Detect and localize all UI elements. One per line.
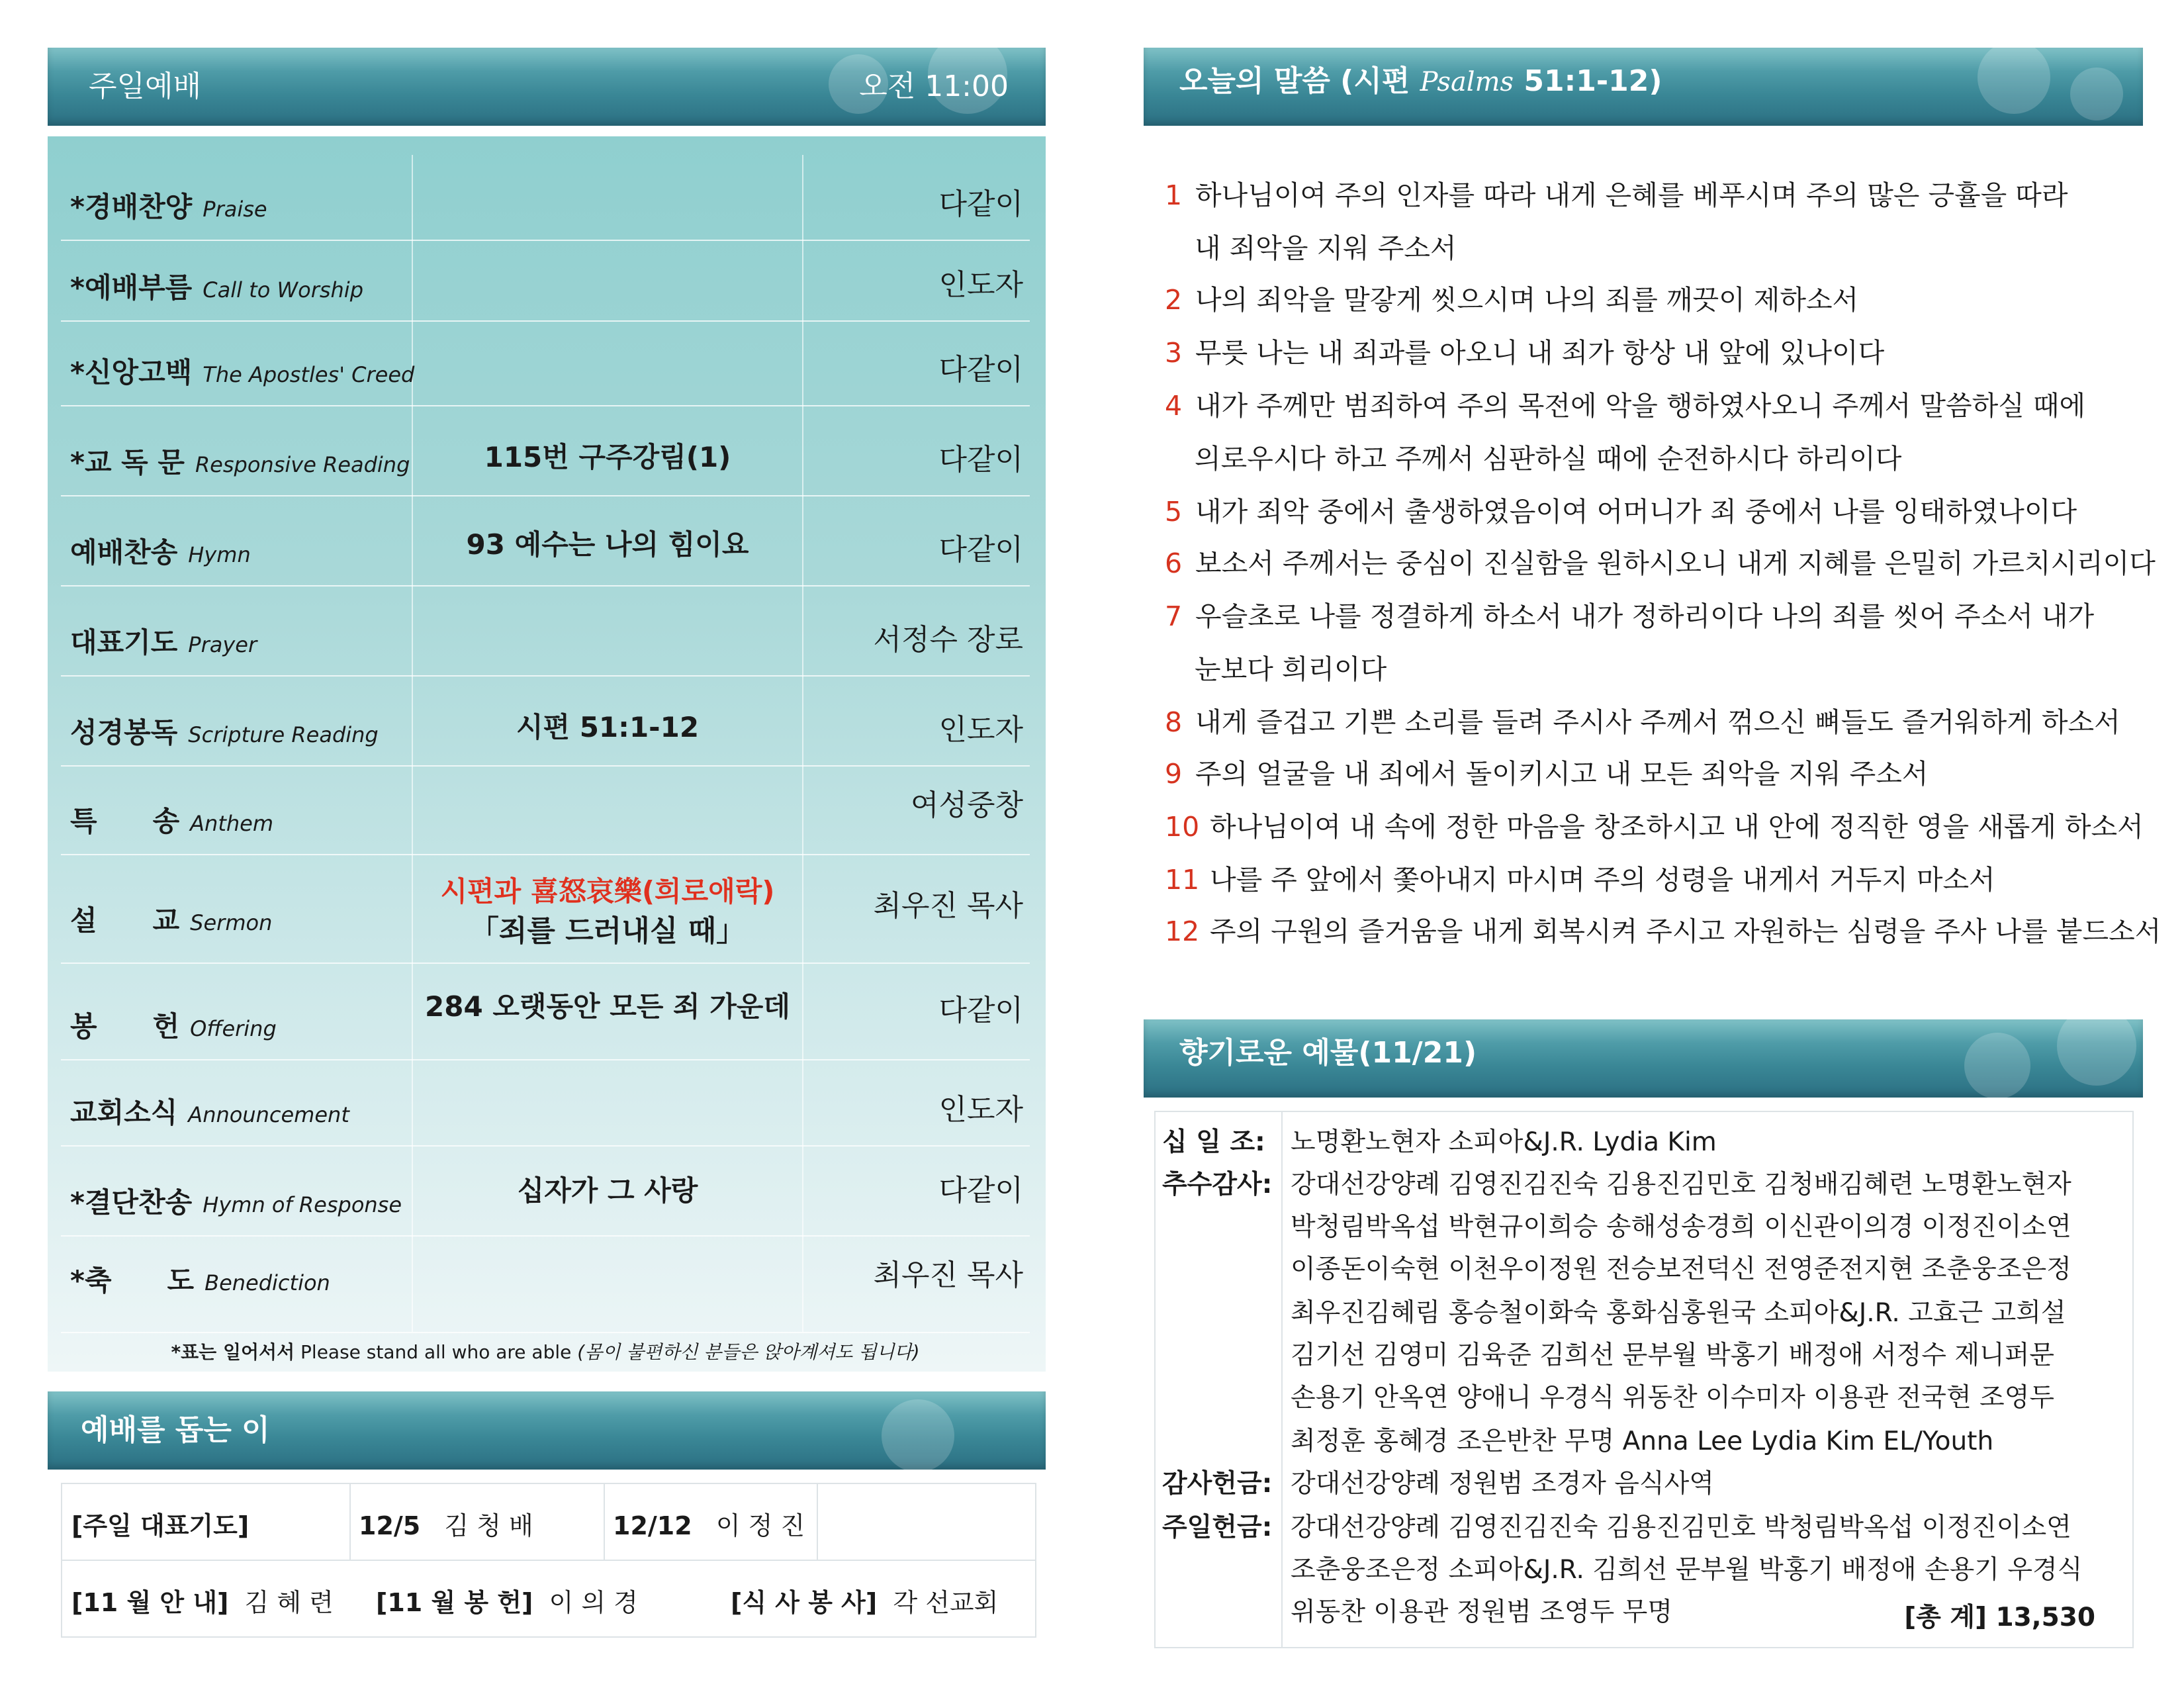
sermon-title: 「죄를 드러내실 때」 bbox=[469, 914, 746, 948]
sunday-offering-names: 위동찬 이용관 정원범 조영두 무명 bbox=[1291, 1597, 1673, 1627]
stand-footnote: *표는 일어서서 Please stand all who are able (몸이 불편하신 분들은 앉아계셔도 됩니다) bbox=[61, 1332, 1030, 1372]
thanksgiving-names: 최정훈 홍혜경 조은반찬 무명 Anna Lee Lydia Kim EL/Youth bbox=[1291, 1427, 1994, 1456]
offering-total: [총 계] 13,530 bbox=[1904, 1603, 2095, 1632]
worship-row: *예배부름 Call to Worship 인도자 bbox=[61, 240, 1030, 322]
worship-row: *축 도 Benediction 최우진 목사 bbox=[61, 1235, 1030, 1332]
helpers-title: 예배를 돕는 이 bbox=[81, 1413, 270, 1447]
verse-1: 1 하나님이여 주의 인자를 따라 내게 은혜를 베푸시며 주의 많은 긍휼을 따라 bbox=[1165, 179, 2068, 211]
worship-row: *교 독 문 Responsive Reading 115번 구주강림(1) 다같이 bbox=[61, 405, 1030, 496]
offering-banner bbox=[1144, 1019, 2143, 1098]
gratitude-names: 강대선강양례 정원범 조경자 음식사역 bbox=[1291, 1469, 1714, 1499]
tithe-label: 십 일 조: bbox=[1162, 1127, 1265, 1157]
verse-7-cont: 눈보다 희리이다 bbox=[1195, 653, 1387, 685]
worship-row: 교회소식 Announcement 인도자 bbox=[61, 1059, 1030, 1147]
thanksgiving-names: 박청림박옥섭 박현규이희승 송해성송경희 이신관이의경 이정진이소연 bbox=[1291, 1212, 2071, 1242]
verse-10: 10 하나님이여 내 속에 정한 마음을 창조하시고 내 안에 정직한 영을 새롭게 하소서 bbox=[1165, 811, 2144, 843]
worship-row: 성경봉독 Scripture Reading 시편 51:1-12 인도자 bbox=[61, 675, 1030, 767]
tithe-names: 노명환노현자 소피아&J.R. Lydia Kim bbox=[1291, 1127, 1717, 1157]
verse-4-cont: 의로우시다 하고 주께서 심판하실 때에 순전하시다 하리이다 bbox=[1195, 443, 1902, 475]
verse-12: 12 주의 구원의 즐거움을 내게 회복시켜 주시고 자원하는 심령을 주사 나를 붙드소서 bbox=[1165, 915, 2161, 947]
verse-3: 3 무릇 나는 내 죄과를 아오니 내 죄가 항상 내 앞에 있나이다 bbox=[1165, 337, 1885, 369]
thanksgiving-names: 손용기 안옥연 양애니 우경식 위동찬 이수미자 이용관 전국현 조영두 bbox=[1291, 1383, 2055, 1413]
worship-row: 대표기도 Prayer 서정수 장로 bbox=[61, 585, 1030, 677]
scripture-banner bbox=[1144, 48, 2143, 126]
thanksgiving-label: 추수감사: bbox=[1162, 1170, 1273, 1199]
verse-6: 6 보소서 주께서는 중심이 진실함을 원하시오니 내게 지혜를 은밀히 가르치시리이다 bbox=[1165, 547, 2156, 579]
verse-11: 11 나를 주 앞에서 쫓아내지 마시며 주의 성령을 내게서 거두지 마소서 bbox=[1165, 864, 1995, 896]
worship-row: 특 송 Anthem 여성중창 bbox=[61, 765, 1030, 855]
scripture-title: 오늘의 말씀 (시편 Psalms 51:1-12) bbox=[1179, 64, 1662, 98]
verse-4: 4 내가 주께만 범죄하여 주의 목전에 악을 행하였사오니 주께서 말씀하실 때에 bbox=[1165, 390, 2086, 422]
sunday-offering-names: 강대선강양례 김영진김진숙 김용진김민호 박청림박옥섭 이정진이소연 bbox=[1291, 1513, 2071, 1542]
helpers-table: [주일 대표기도] 12/5 김 청 배 12/12 이 정 진 [11 월 안 내] 김 혜 련 [11 월 봉 헌] 이 의 경 [식 사 봉 사] 각 선교회 bbox=[61, 1483, 1036, 1638]
thanksgiving-names: 강대선강양례 김영진김진숙 김용진김민호 김청배김혜련 노명환노현자 bbox=[1291, 1170, 2071, 1199]
worship-row: 봉 헌 Offering 284 오랫동안 모든 죄 가운데 다같이 bbox=[61, 962, 1030, 1060]
verse-8: 8 내게 즐겁고 기쁜 소리를 들려 주시사 주께서 꺾으신 뼈들도 즐거워하게 하소서 bbox=[1165, 706, 2120, 738]
sermon-series: 시편과 喜怒哀樂(희로애락) bbox=[440, 875, 775, 908]
prayer-label: [주일 대표기도] bbox=[71, 1511, 250, 1540]
gratitude-label: 감사헌금: bbox=[1162, 1469, 1273, 1499]
worship-row: 예배찬송 Hymn 93 예수는 나의 힘이요 다같이 bbox=[61, 495, 1030, 586]
worship-row: *경배찬양 Praise 다같이 bbox=[61, 155, 1030, 241]
worship-time: 오전 11:00 bbox=[859, 70, 1009, 103]
verse-1-cont: 내 죄악을 지워 주소서 bbox=[1195, 232, 1457, 264]
verse-2: 2 나의 죄악을 말갛게 씻으시며 나의 죄를 깨끗이 제하소서 bbox=[1165, 284, 1859, 316]
verse-9: 9 주의 얼굴을 내 죄에서 돌이키시고 내 모든 죄악을 지워 주소서 bbox=[1165, 758, 1929, 790]
thanksgiving-names: 최우진김혜림 홍승철이화숙 홍화심홍원국 소피아&J.R. 고효근 고희설 bbox=[1291, 1298, 2066, 1328]
helpers-banner bbox=[48, 1391, 1046, 1470]
thanksgiving-names: 이종돈이숙현 이천우이정원 전승보전덕신 전영준전지현 조춘웅조은정 bbox=[1291, 1254, 2071, 1284]
sunday-offering-names: 조춘웅조은정 소피아&J.R. 김희선 문부월 박홍기 배정애 손용기 우경식 bbox=[1291, 1555, 2083, 1585]
thanksgiving-names: 김기선 김영미 김육준 김희선 문부월 박홍기 배정애 서정수 제니퍼문 bbox=[1291, 1340, 2055, 1370]
verse-7: 7 우슬초로 나를 정결하게 하소서 내가 정하리이다 나의 죄를 씻어 주소서 내가 bbox=[1165, 600, 2095, 632]
worship-row-sermon: 설 교 Sermon 시편과 喜怒哀樂(희로애락) 「죄를 드러내실 때」 최우진 목사 bbox=[61, 854, 1030, 964]
verse-5: 5 내가 죄악 중에서 출생하였음이여 어머니가 죄 중에서 나를 잉태하였나이다 bbox=[1165, 496, 2077, 528]
worship-row: *결단찬송 Hymn of Response 십자가 그 사랑 다같이 bbox=[61, 1145, 1030, 1237]
worship-row: *신앙고백 The Apostles' Creed 다같이 bbox=[61, 320, 1030, 406]
offering-title: 향기로운 예물(11/21) bbox=[1179, 1036, 1477, 1070]
worship-title: 주일예배 bbox=[89, 70, 202, 103]
sunday-offering-label: 주일헌금: bbox=[1162, 1513, 1273, 1542]
worship-banner bbox=[48, 48, 1046, 126]
